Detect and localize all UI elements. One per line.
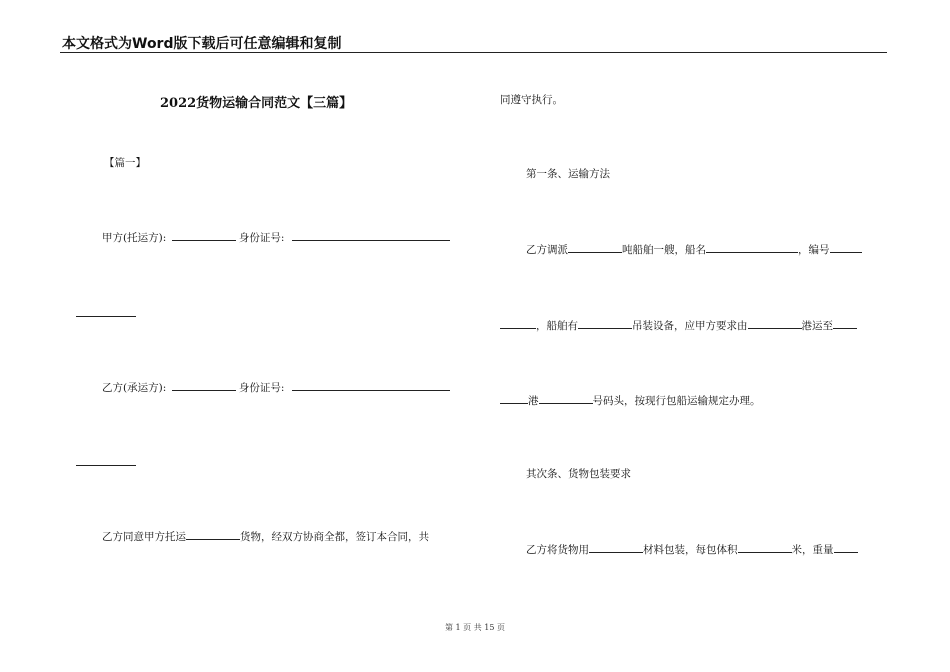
party-b-name-blank	[172, 380, 236, 391]
party-a-line	[102, 230, 450, 245]
party-b-id-blank	[292, 380, 450, 391]
party-b-continuation-blank	[76, 465, 136, 466]
party-a-id-blank	[292, 230, 450, 241]
party-b-line	[102, 380, 450, 395]
section-label: 【篇一】	[104, 157, 146, 169]
agreement-paragraph-end: 同遵守执行。	[500, 94, 563, 106]
ship-name-blank	[706, 242, 798, 253]
document-title: 2022货物运输合同范文【三篇】	[160, 96, 353, 111]
page-footer: 第 1 页 共 15 页	[445, 623, 505, 632]
ship-number-blank-cont	[500, 318, 536, 329]
article-1-line-2: ，船舶有 吊装设备，应甲方要求由 港运至	[500, 318, 857, 333]
party-a-name-blank	[172, 230, 236, 241]
ship-number-blank	[830, 242, 862, 253]
destination-port-blank	[833, 318, 857, 329]
article-1-line-3: 港 号码头，按现行包船运输规定办理。	[500, 393, 761, 408]
article-1-line-1: 乙方调派 吨船舶一艘，船名 ，编号	[526, 242, 862, 257]
party-a-continuation-blank	[76, 316, 136, 317]
cargo-blank	[186, 529, 240, 540]
article-2-title: 其次条、货物包装要求	[526, 468, 631, 480]
destination-port-blank-cont	[500, 393, 528, 404]
agreement-paragraph: 乙方同意甲方托运 货物，经双方协商全都，签订本合同，共	[102, 531, 429, 543]
party-b-id-label: 身份证号:	[238, 382, 285, 394]
package-volume-blank	[738, 542, 792, 553]
article-1-title: 第一条、运输方法	[526, 168, 610, 180]
origin-port-blank	[748, 318, 802, 329]
packing-material-blank	[589, 542, 643, 553]
article-2-line-1: 乙方将货物用 材料包装，每包体积 米，重量	[526, 542, 858, 557]
tonnage-blank	[568, 242, 622, 253]
header-rule	[60, 52, 887, 53]
package-weight-blank	[834, 542, 858, 553]
wharf-number-blank	[539, 393, 593, 404]
party-a-id-label: 身份证号:	[238, 232, 285, 244]
party-a-label: 甲方(托运方):	[102, 232, 167, 244]
party-b-label: 乙方(承运方):	[102, 382, 167, 394]
header-title: 本文格式为Word版下载后可任意编辑和复制	[62, 36, 342, 52]
lifting-equipment-blank	[578, 318, 632, 329]
